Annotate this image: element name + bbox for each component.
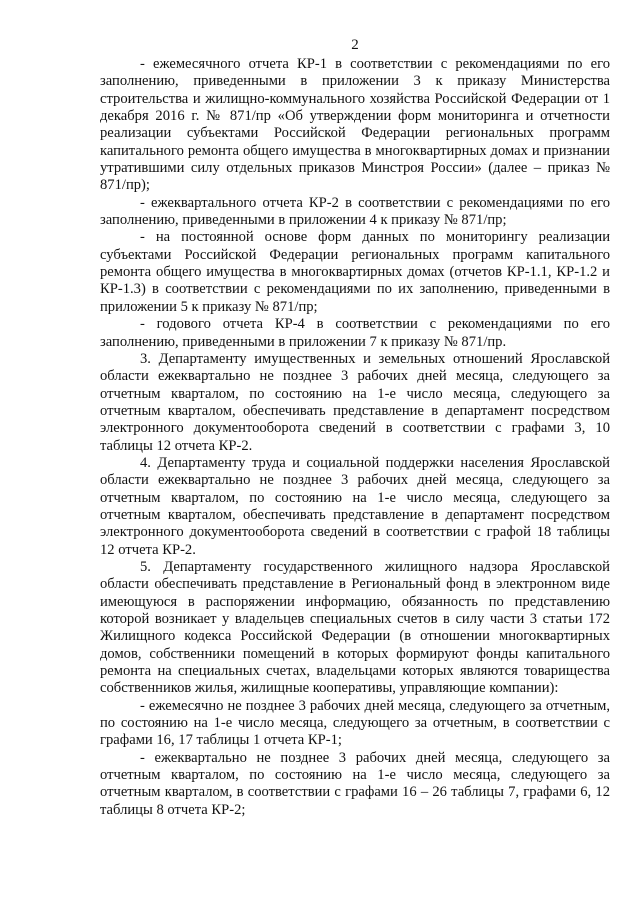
paragraph-item-3: 3. Департаменту имущественных и земельных отношений Ярославской области ежеквартально не позднее 3 рабочих дней месяца, следующего за отчетным кварталом, по состоянию на 1-е число месяца, следующего за отчетным кварталом, обеспечивать представление в департамент посредством электронного документооборота сведений в соответствии с графами 3, 10 таблицы 12 отчета КР-2.: [100, 350, 610, 454]
paragraph-item-5-monthly: - ежемесячно не позднее 3 рабочих дней месяца, следующего за отчетным, по состоянию на 1-е число месяца, следующего за отчетным, в соответствии с графами 16, 17 таблицы 1 отчета КР-1;: [100, 697, 610, 749]
document-page: [100, 36, 610, 819]
paragraph-item-5: 5. Департаменту государственного жилищного надзора Ярославской области обеспечивать представление в Региональный фонд в электронном виде имеющуюся в распоряжении информацию, обязанность по представлению которой возникает у владельцев специальных счетов в силу части 3 статьи 172 Жилищного кодекса Российской Федерации (в отношении многоквартирных домов, собственники помещений в которых формируют фонды капитального ремонта на специальных счетах, владельцами которых являются товарищества собственников жилья, жилищные кооперативы, управляющие компании):: [100, 558, 610, 697]
paragraph-kr4-annual: - годового отчета КР-4 в соответствии с рекомендациями по его заполнению, приведенными в приложении 7 к приказу № 871/пр.: [100, 316, 610, 350]
paragraph-kr2-quarterly: - ежеквартального отчета КР-2 в соответствии с рекомендациями по его заполнению, приведенными в приложении 4 к приказу № 871/пр;: [100, 194, 610, 229]
paragraph-item-5-quarterly: - ежеквартально не позднее 3 рабочих дней месяца, следующего за отчетным кварталом, по состоянию на 1-е число месяца, следующего за отчетным кварталом, в соответствии с графами 16 – 26 таблицы 7, графами 6, 12 таблицы 8 отчета КР-2;: [100, 749, 610, 818]
paragraph-monitoring-forms: - на постоянной основе форм данных по мониторингу реализации субъектами Российской Федерации региональных программ капитального ремонта общего имущества в многоквартирных домах (отчетов КР-1.1, КР-1.2 и КР-1.3) в соответствии с рекомендациями по их заполнению, приведенными в приложении 5 к приказу № 871/пр;: [100, 229, 610, 315]
page-number: 2: [351, 37, 359, 53]
paragraph-item-4: 4. Департаменту труда и социальной поддержки населения Ярославской области ежеквартально не позднее 3 рабочих дней месяца, следующего за отчетным кварталом, по состоянию на 1-е число месяца, следующего за отчетным кварталом, обеспечивать представление в департамент посредством электронного документооборота сведений в соответствии с графой 18 таблицы 12 отчета КР-2.: [100, 454, 610, 558]
paragraph-kr1-monthly: - ежемесячного отчета КР-1 в соответствии с рекомендациями по его заполнению, приведенными в приложении 3 к приказу Министерства строительства и жилищно-коммунального хозяйства Российской Федерации от 1 декабря 2016 г. № 871/пр «Об утверждении форм мониторинга и отчетности реализации субъектами Российской Федерации региональных программ капитального ремонта общего имущества в многоквартирных домах и признании утратившими силу отдельных приказов Минстроя России» (далее – приказ № 871/пр);: [100, 56, 610, 194]
